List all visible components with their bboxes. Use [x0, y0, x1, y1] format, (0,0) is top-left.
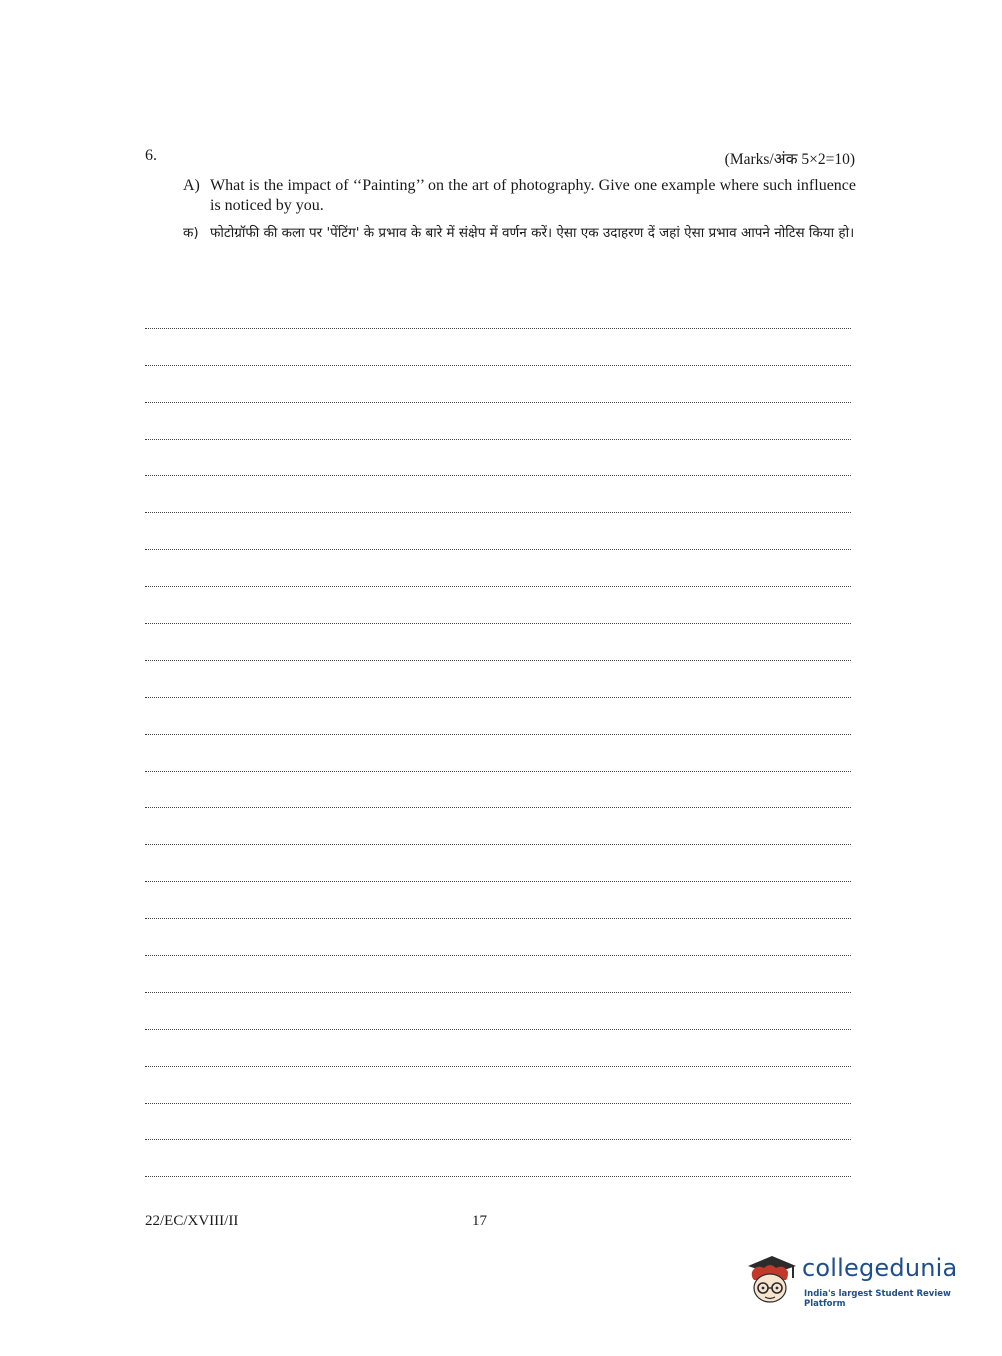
question-part-a-hindi	[183, 220, 856, 246]
answer-line	[145, 698, 851, 735]
answer-line	[145, 329, 851, 366]
marks-label: (Marks/अंक 5×2=10)	[724, 151, 855, 168]
answer-line	[145, 403, 851, 440]
answer-line	[145, 366, 851, 403]
part-ka-label: क)	[183, 225, 199, 241]
answer-line	[145, 624, 851, 661]
collegedunia-logo	[742, 1248, 970, 1314]
answer-line	[145, 1030, 851, 1067]
page-number: 17	[472, 1213, 487, 1229]
answer-lines	[145, 292, 851, 1177]
answer-line	[145, 845, 851, 882]
part-ka-text: फोटोग्रॉफी की कला पर 'पेंटिंग' के प्रभाव के बारे में संक्षेप में वर्णन करें। ऐसा एक उदाहरण दें जहां ऐसा प्रभाव आपने नोटिस किया हो।	[210, 225, 855, 241]
question-number: 6.	[145, 147, 157, 164]
answer-line	[145, 993, 851, 1030]
answer-line	[145, 513, 851, 550]
answer-line	[145, 808, 851, 845]
answer-line	[145, 919, 851, 956]
answer-line	[145, 772, 851, 809]
logo-brand-text: collegedunia	[802, 1254, 958, 1282]
answer-line	[145, 1140, 851, 1177]
logo-tagline: India's largest Student Review Platform	[804, 1289, 951, 1309]
part-a-label: A)	[183, 177, 200, 194]
answer-line	[145, 661, 851, 698]
mascot-icon	[742, 1250, 800, 1312]
question-part-a	[183, 176, 856, 216]
answer-line	[145, 292, 851, 329]
answer-line	[145, 956, 851, 993]
paper-code: 22/EC/XVIII/II	[145, 1213, 239, 1229]
answer-line	[145, 1104, 851, 1141]
answer-line	[145, 1067, 851, 1104]
answer-line	[145, 587, 851, 624]
answer-line	[145, 440, 851, 477]
answer-line	[145, 476, 851, 513]
answer-line	[145, 735, 851, 772]
answer-line	[145, 550, 851, 587]
answer-line	[145, 882, 851, 919]
part-a-text: What is the impact of ‘‘Painting’’ on the art of photography. Give one example where such influence is noticed by you.	[210, 177, 856, 214]
